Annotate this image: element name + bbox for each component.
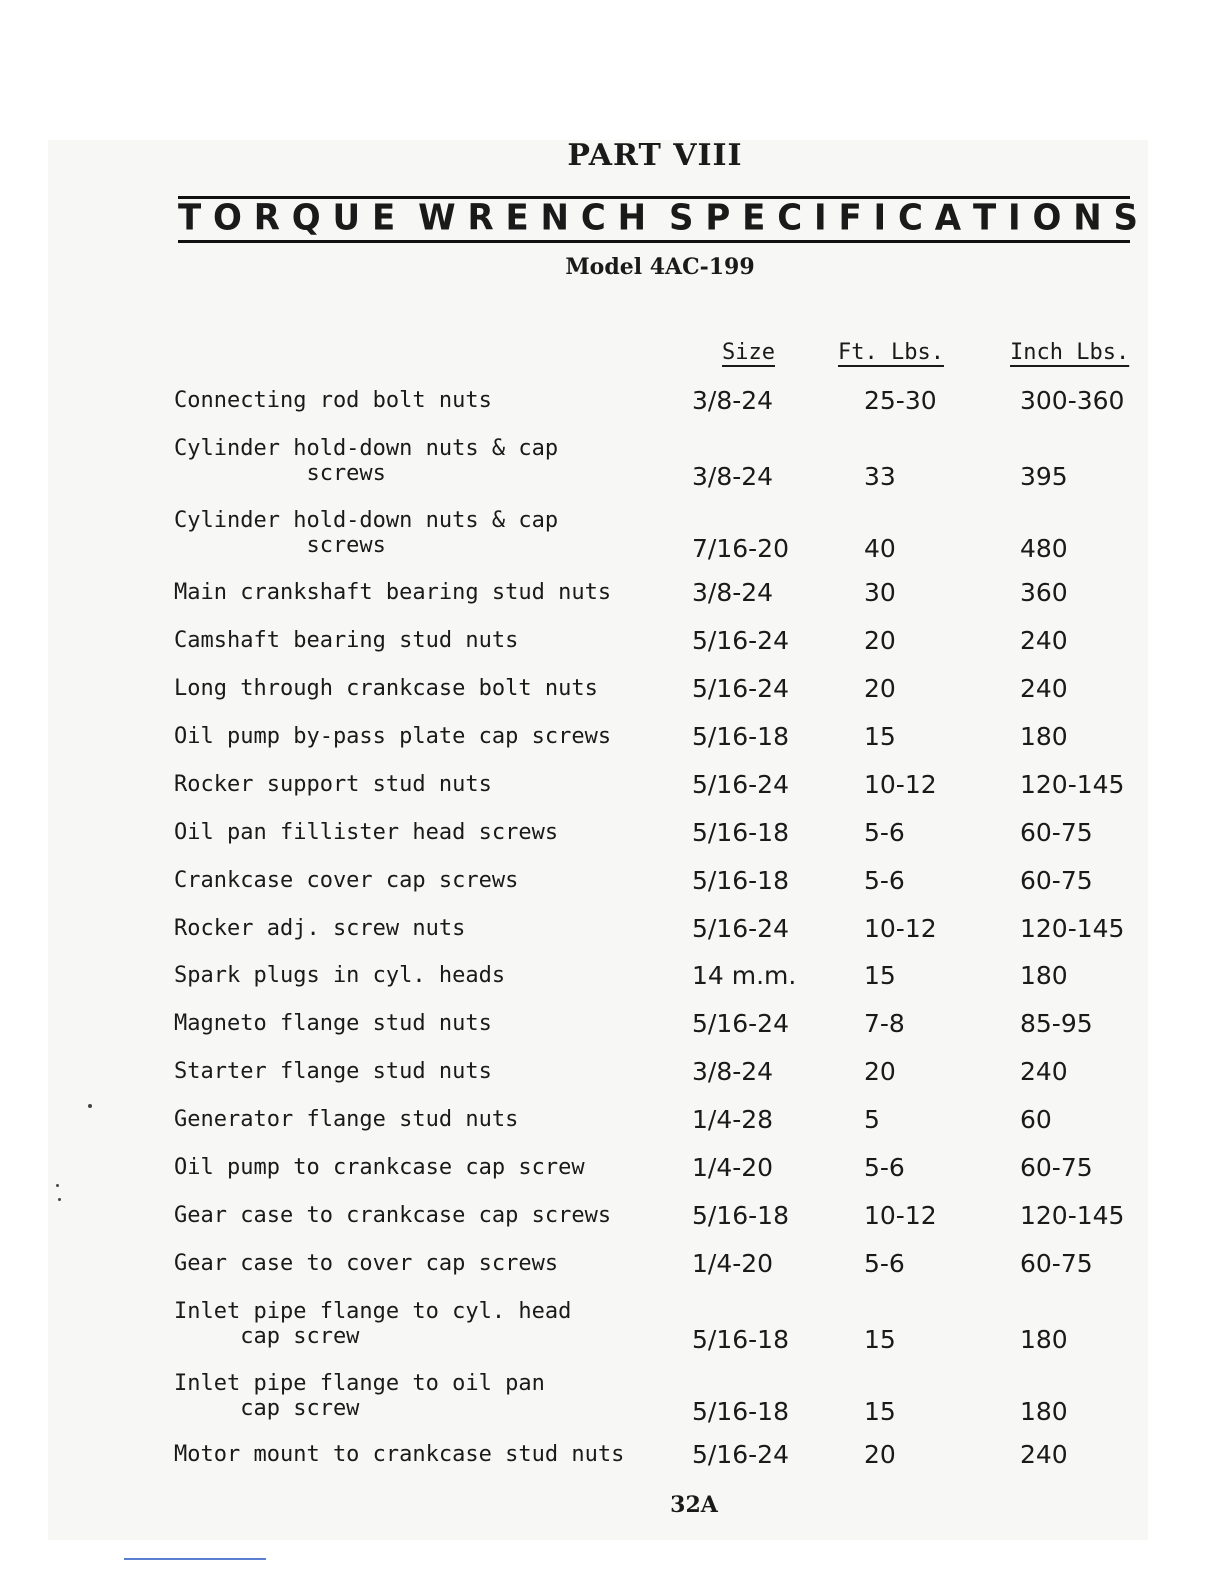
row-inch-lbs: 395 <box>1020 462 1068 491</box>
row-inch-lbs: 360 <box>1020 578 1068 607</box>
row-inch-lbs: 240 <box>1020 1057 1068 1086</box>
row-ft-lbs: 7-8 <box>864 1009 905 1038</box>
row-inch-lbs: 60-75 <box>1020 866 1093 895</box>
row-ft-lbs: 5-6 <box>864 1249 905 1278</box>
row-ft-lbs: 33 <box>864 462 896 491</box>
row-inch-lbs: 180 <box>1020 1325 1068 1354</box>
row-size: 3/8-24 <box>692 462 774 491</box>
row-ft-lbs: 5-6 <box>864 866 905 895</box>
row-size: 14 m.m. <box>692 961 797 990</box>
row-ft-lbs: 5-6 <box>864 1153 905 1182</box>
row-description: Magneto flange stud nuts <box>174 1011 492 1036</box>
row-inch-lbs: 60-75 <box>1020 818 1093 847</box>
row-description: Oil pump by-pass plate cap screws <box>174 724 612 749</box>
row-inch-lbs: 240 <box>1020 674 1068 703</box>
row-ft-lbs: 15 <box>864 722 896 751</box>
row-size: 5/16-18 <box>692 1325 789 1354</box>
row-size: 5/16-24 <box>692 626 789 655</box>
row-size: 1/4-20 <box>692 1153 774 1182</box>
row-description: Main crankshaft bearing stud nuts <box>174 580 612 605</box>
row-description: Connecting rod bolt nuts <box>174 388 492 413</box>
row-description: Rocker adj. screw nuts <box>174 916 466 941</box>
row-size: 5/16-18 <box>692 722 789 751</box>
column-header-inch-lbs: Inch Lbs. <box>1010 340 1130 365</box>
document-title <box>178 197 1138 239</box>
row-inch-lbs: 120-145 <box>1020 914 1125 943</box>
row-ft-lbs: 20 <box>864 626 896 655</box>
row-inch-lbs: 180 <box>1020 1397 1068 1426</box>
row-ft-lbs: 40 <box>864 534 896 563</box>
row-size: 5/16-24 <box>692 1440 789 1469</box>
footer-link-line <box>124 1558 266 1560</box>
row-inch-lbs: 300-360 <box>1020 386 1125 415</box>
row-ft-lbs: 5-6 <box>864 818 905 847</box>
row-description: Camshaft bearing stud nuts <box>174 628 519 653</box>
row-ft-lbs: 15 <box>864 961 896 990</box>
row-inch-lbs: 120-145 <box>1020 1201 1125 1230</box>
row-size: 5/16-24 <box>692 674 789 703</box>
row-ft-lbs: 10-12 <box>864 914 937 943</box>
row-description: Generator flange stud nuts <box>174 1107 519 1132</box>
row-ft-lbs: 25-30 <box>864 386 937 415</box>
title-rule-bottom <box>178 240 1130 243</box>
row-inch-lbs: 480 <box>1020 534 1068 563</box>
row-description: Inlet pipe flange to oil pan cap screw <box>174 1371 545 1421</box>
page-number: 32A <box>670 1492 718 1518</box>
row-description: Long through crankcase bolt nuts <box>174 676 598 701</box>
row-size: 1/4-28 <box>692 1105 774 1134</box>
scan-speck <box>58 1198 61 1201</box>
row-ft-lbs: 20 <box>864 674 896 703</box>
title-word-specifications: S P E C I F I C A T I O N S <box>669 197 1138 239</box>
row-inch-lbs: 60-75 <box>1020 1153 1093 1182</box>
row-size: 3/8-24 <box>692 578 774 607</box>
row-inch-lbs: 60-75 <box>1020 1249 1093 1278</box>
row-size: 7/16-20 <box>692 534 789 563</box>
row-ft-lbs: 10-12 <box>864 1201 937 1230</box>
row-description: Inlet pipe flange to cyl. head cap screw <box>174 1299 572 1349</box>
row-description: Rocker support stud nuts <box>174 772 492 797</box>
row-ft-lbs: 15 <box>864 1397 896 1426</box>
model-subtitle: Model 4AC-199 <box>565 254 755 280</box>
row-ft-lbs: 20 <box>864 1440 896 1469</box>
row-description: Cylinder hold-down nuts & cap screws <box>174 436 559 486</box>
row-description: Spark plugs in cyl. heads <box>174 963 506 988</box>
row-ft-lbs: 20 <box>864 1057 896 1086</box>
row-description: Gear case to cover cap screws <box>174 1251 559 1276</box>
row-inch-lbs: 180 <box>1020 961 1068 990</box>
row-size: 3/8-24 <box>692 1057 774 1086</box>
row-inch-lbs: 120-145 <box>1020 770 1125 799</box>
row-ft-lbs: 15 <box>864 1325 896 1354</box>
row-size: 3/8-24 <box>692 386 774 415</box>
row-description: Starter flange stud nuts <box>174 1059 492 1084</box>
row-size: 5/16-18 <box>692 1201 789 1230</box>
column-header-size: Size <box>722 340 775 365</box>
row-inch-lbs: 240 <box>1020 626 1068 655</box>
row-description: Motor mount to crankcase stud nuts <box>174 1442 625 1467</box>
title-word-torque: T O R Q U E <box>178 197 396 239</box>
row-size: 5/16-24 <box>692 914 789 943</box>
row-description: Oil pan fillister head screws <box>174 820 559 845</box>
row-description: Gear case to crankcase cap screws <box>174 1203 612 1228</box>
scan-speck <box>88 1104 92 1108</box>
row-description: Cylinder hold-down nuts & cap screws <box>174 508 559 558</box>
row-inch-lbs: 240 <box>1020 1440 1068 1469</box>
row-ft-lbs: 30 <box>864 578 896 607</box>
row-size: 5/16-18 <box>692 1397 789 1426</box>
row-inch-lbs: 60 <box>1020 1105 1052 1134</box>
scan-speck <box>56 1184 59 1187</box>
row-size: 5/16-18 <box>692 818 789 847</box>
row-size: 5/16-24 <box>692 770 789 799</box>
row-ft-lbs: 10-12 <box>864 770 937 799</box>
row-size: 1/4-20 <box>692 1249 774 1278</box>
column-header-ft-lbs: Ft. Lbs. <box>838 340 944 365</box>
row-size: 5/16-24 <box>692 1009 789 1038</box>
row-size: 5/16-18 <box>692 866 789 895</box>
row-inch-lbs: 85-95 <box>1020 1009 1093 1038</box>
row-description: Oil pump to crankcase cap screw <box>174 1155 585 1180</box>
title-word-wrench: W R E N C H <box>418 197 647 239</box>
row-inch-lbs: 180 <box>1020 722 1068 751</box>
part-heading: PART VIII <box>567 138 743 173</box>
row-description: Crankcase cover cap screws <box>174 868 519 893</box>
row-ft-lbs: 5 <box>864 1105 880 1134</box>
